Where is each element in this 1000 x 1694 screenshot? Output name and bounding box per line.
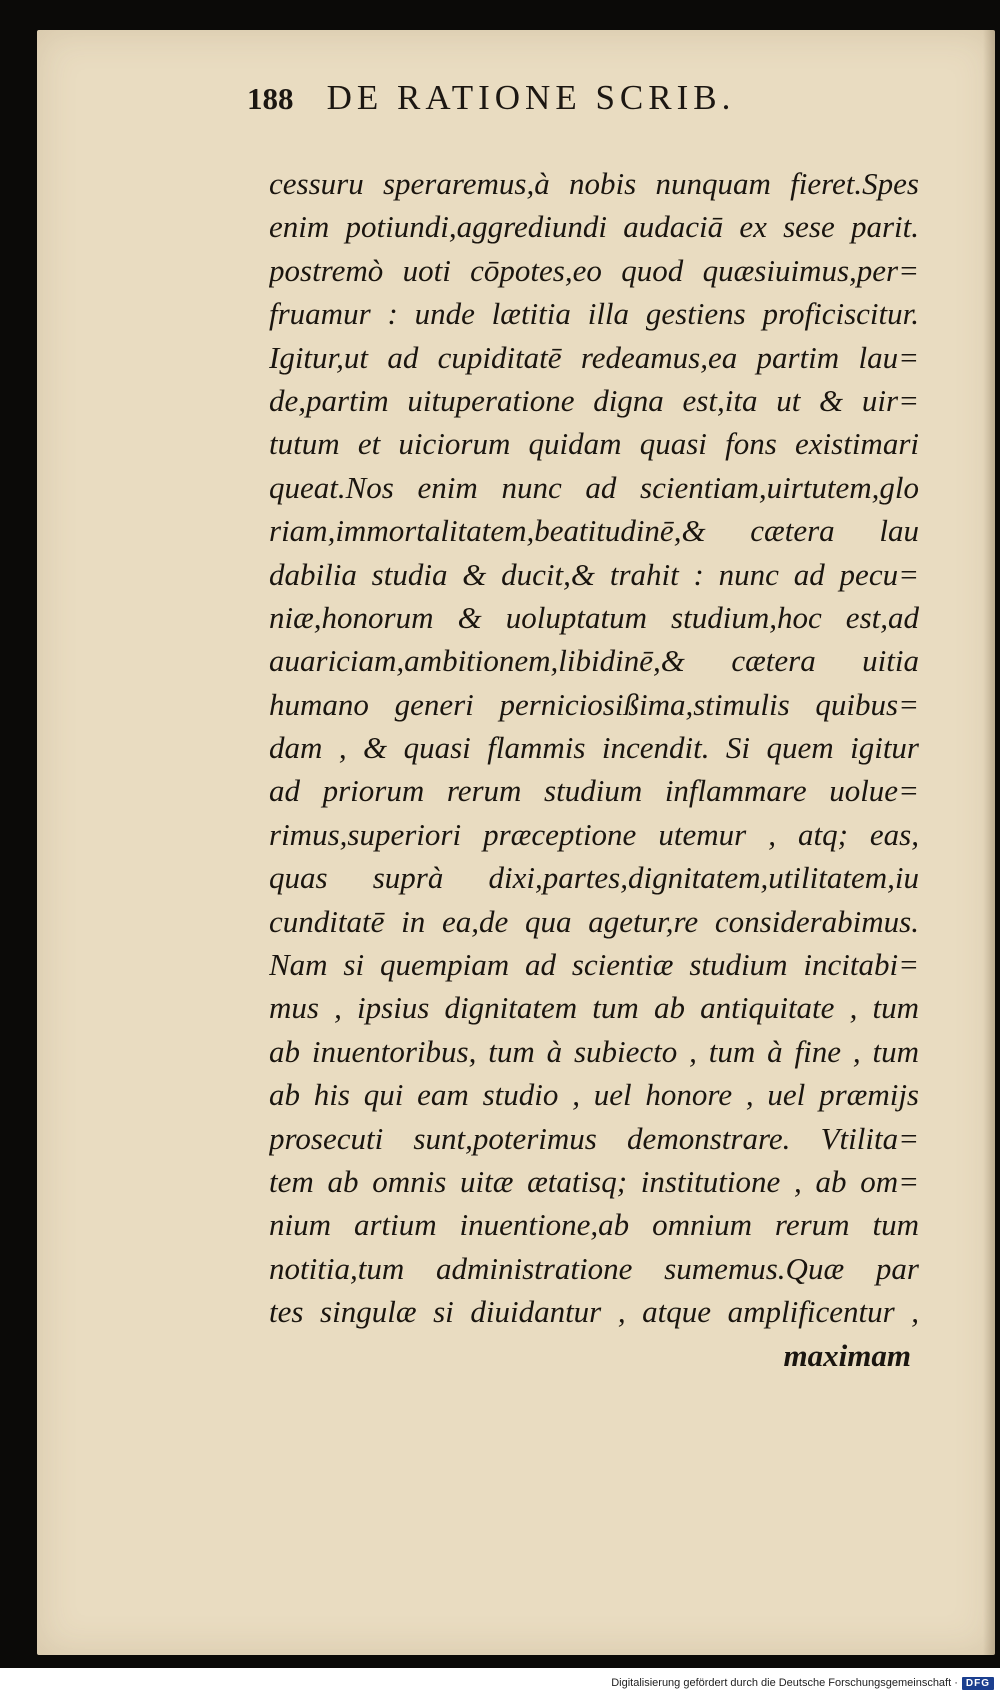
text-line: Igitur,ut ad cupiditatē redeamus,ea partim lau=: [269, 339, 919, 375]
text-line: rimus,superiori præceptione utemur , atq; eas,: [269, 816, 919, 852]
text-line: maximam: [783, 1337, 911, 1373]
text-line: nium artium inuentione,ab omnium rerum tum: [269, 1207, 919, 1243]
text-line: tutum et uiciorum quidam quasi fons existimari: [269, 426, 919, 462]
text-line: quas suprà dixi,partes,dignitatem,utilitatem,iu: [269, 860, 919, 896]
text-line: ab inuentoribus, tum à subiecto , tum à fine , tum: [269, 1033, 919, 1069]
text-line: riam,immortalitatem,beatitudinē,& cætera lau: [269, 513, 919, 549]
text-line: ad priorum rerum studium inflammare uolue=: [269, 773, 919, 809]
text-line: fruamur : unde lætitia illa gestiens proficiscitur.: [269, 296, 919, 332]
text-line: cunditatē in ea,de qua agetur,re considerabimus.: [269, 903, 919, 939]
text-line: dabilia studia & ducit,& trahit : nunc ad pecu=: [269, 556, 919, 592]
body-text: [269, 162, 919, 1377]
text-line: enim potiundi,aggrediundi audaciā ex sese parit.: [269, 209, 919, 245]
text-line: tem ab omnis uitæ ætatisq; institutione , ab om=: [269, 1163, 919, 1199]
text-line: cessuru speraremus,à nobis nunquam fieret.Spes: [269, 166, 919, 201]
text-line: ab his qui eam studio , uel honore , uel præmijs: [269, 1077, 919, 1113]
page-number: 188: [247, 81, 294, 116]
text-line: de,partim uituperatione digna est,ita ut & uir=: [269, 382, 919, 418]
page-edge-shadow: [983, 30, 995, 1655]
text-line: mus , ipsius dignitatem tum ab antiquitate , tum: [269, 990, 919, 1026]
credit-text: Digitalisierung gefördert durch die Deutsche Forschungsgemeinschaft ·: [611, 1677, 958, 1689]
digitization-credit: [611, 1675, 994, 1691]
text-line: postremò uoti cōpotes,eo quod quæsiuimus,per=: [269, 252, 919, 288]
text-line: dam , & quasi flammis incendit. Si quem igitur: [269, 730, 919, 766]
text-line: humano generi perniciosißima,stimulis quibus=: [269, 686, 919, 722]
text-line: prosecuti sunt,poterimus demonstrare. Vtilita=: [269, 1120, 919, 1156]
text-line: Nam si quempiam ad scientiæ studium incitabi=: [269, 947, 919, 983]
text-line: queat.Nos enim nunc ad scientiam,uirtutem,glo: [269, 469, 919, 505]
page-header: [247, 78, 735, 128]
text-line: auariciam,ambitionem,libidinē,& cætera uitia: [269, 643, 919, 679]
dfg-logo: DFG: [962, 1677, 994, 1690]
text-line: tes singulæ si diuidantur , atque amplificentur ,: [269, 1294, 919, 1330]
text-line: niæ,honorum & uoluptatum studium,hoc est,ad: [269, 599, 919, 635]
text-line: notitia,tum administratione sumemus.Quæ par: [269, 1250, 919, 1286]
running-head: DE RATIONE SCRIB.: [326, 78, 736, 117]
